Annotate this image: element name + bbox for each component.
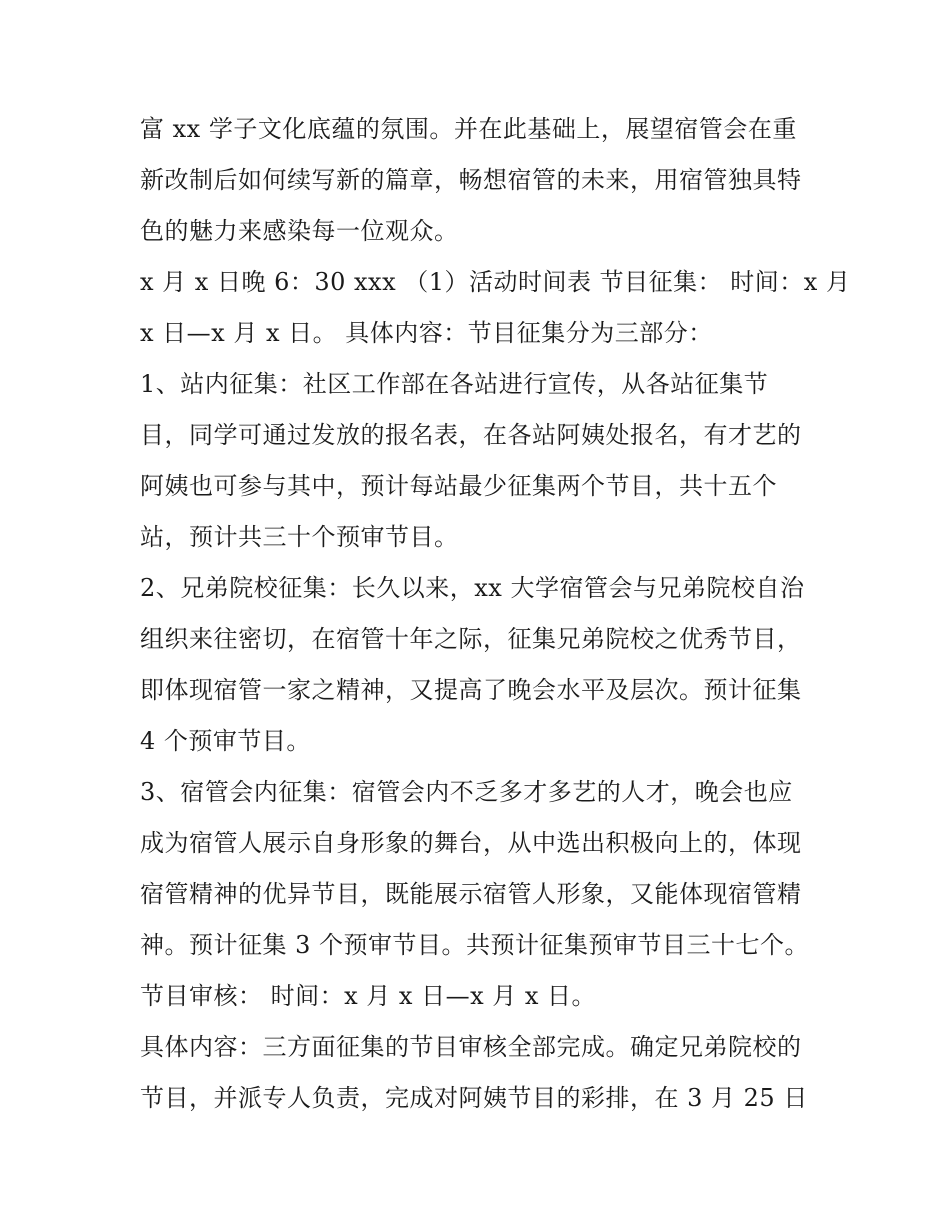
text-line: 4 个预审节目。 [140, 727, 311, 755]
text-line: x 日—x 月 x 日。 具体内容：节目征集分为三部分： [140, 319, 713, 347]
text-line: x 月 x 日晚 6：30 xxx （1）活动时间表 节目征集： 时间：x 月 [140, 268, 851, 296]
text-line: 宿管精神的优异节目，既能展示宿管人形象，又能体现宿管精 [140, 880, 802, 908]
text-line: 富 xx 学子文化底蕴的氛围。并在此基础上，展望宿管会在重 [140, 115, 797, 143]
document-body [140, 104, 851, 1124]
text-line: 目，同学可通过发放的报名表，在各站阿姨处报名，有才艺的 [140, 421, 802, 449]
text-line: 阿姨也可参与其中，预计每站最少征集两个节目，共十五个 [140, 472, 777, 500]
text-line: 站，预计共三十个预审节目。 [140, 523, 459, 551]
text-line: 2、兄弟院校征集：长久以来，xx 大学宿管会与兄弟院校自治 [140, 574, 805, 602]
text-line: 神。预计征集 3 个预审节目。共预计征集预审节目三十七个。 [140, 931, 810, 959]
text-line: 成为宿管人展示自身形象的舞台，从中选出积极向上的，体现 [140, 829, 802, 857]
text-line: 新改制后如何续写新的篇章，畅想宿管的未来，用宿管独具特 [140, 166, 802, 194]
text-line: 色的魅力来感染每一位观众。 [140, 217, 459, 245]
text-line: 节目审核： 时间：x 月 x 日—x 月 x 日。 [140, 982, 597, 1010]
text-line: 1、站内征集：社区工作部在各站进行宣传，从各站征集节 [140, 370, 769, 398]
text-line: 组织来往密切，在宿管十年之际，征集兄弟院校之优秀节目， [140, 625, 802, 653]
text-line: 3、宿管会内征集：宿管会内不乏多才多艺的人才，晚会也应 [140, 778, 793, 806]
text-line: 节目，并派专人负责，完成对阿姨节目的彩排，在 3 月 25 日 [140, 1084, 808, 1112]
text-line: 具体内容：三方面征集的节目审核全部完成。确定兄弟院校的 [140, 1033, 802, 1061]
text-line: 即体现宿管一家之精神，又提高了晚会水平及层次。预计征集 [140, 676, 802, 704]
